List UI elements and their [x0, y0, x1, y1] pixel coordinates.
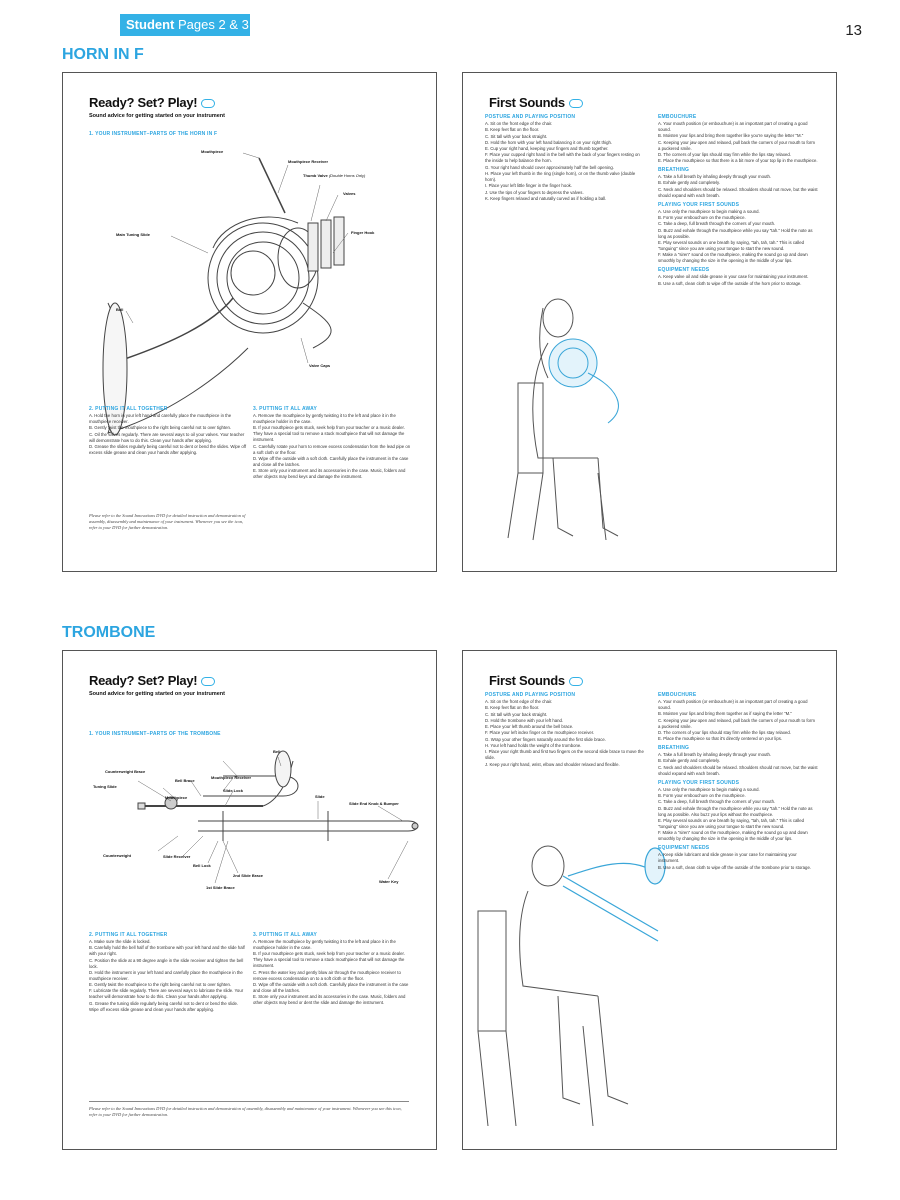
label-mouthpiece: Mouthpiece [201, 149, 224, 154]
first-sounds-item: B. Form your embouchure on the mouthpiece. [658, 793, 746, 799]
breathing-heading: BREATHING [658, 745, 690, 752]
breathing-item: C. Neck and shoulders should be relaxed. Shoulders should not move, but the waist should expand with each breath. [658, 186, 818, 198]
label-bell: Bell [116, 307, 124, 312]
page-number: 13 [845, 22, 862, 39]
label-valve-caps: Valve Caps [309, 363, 331, 368]
first-sounds-heading: PLAYING YOUR FIRST SOUNDS [658, 779, 740, 786]
embouchure-item: B. Moisten your lips and bring them together as if saying the letter "M." [658, 711, 792, 717]
together-item: C. Position the slide at a 90 degree angle in the slide receiver and tighten the bell lock. [89, 957, 244, 969]
trombone-ready-card [62, 650, 437, 1150]
embouchure-column [658, 689, 818, 871]
together-item: B. Gently twist the mouthpiece to the right being careful not to over tighten. [89, 425, 232, 431]
first-sounds-item: D. Buzz and exhale through the mouthpiece while you say "tah." Hold the note as long as possible. [658, 227, 813, 239]
posture-item: C. Sit tall with your back straight. [485, 711, 548, 717]
embouchure-item: A. Your mouth position (or embouchure) is an important part of creating a good sound. [658, 699, 808, 710]
first-sounds-item: B. Form your embouchure on the mouthpiece. [658, 215, 746, 221]
together-heading: 2. PUTTING IT ALL TOGETHER [89, 932, 168, 938]
posture-heading: POSTURE AND PLAYING POSITION [485, 114, 576, 120]
tab-bold: Student [126, 17, 175, 32]
posture-item: G. Your right hand should cover approximately half the bell opening. [485, 164, 614, 170]
label-receiver: Mouthpiece Receiver [288, 159, 329, 164]
posture-item: I. Place your right thumb and first two fingers on the second slide brace to move the slide. [485, 749, 644, 761]
divider [89, 1101, 409, 1102]
breathing-item: C. Neck and shoulders should be relaxed. Shoulders should not move, but the waist should expand with each breath. [658, 764, 818, 776]
trombone-first-sounds-card [462, 650, 837, 1150]
first-sounds-item: A. Use only the mouthpiece to begin making a sound. [658, 208, 760, 214]
together-item: D. Hold the instrument in your left hand and carefully place the mouthpiece in the mouthpiece receiver. [89, 969, 243, 981]
dvd-icon [569, 677, 583, 686]
together-heading: 2. PUTTING IT ALL TOGETHER [89, 406, 168, 412]
parts-heading: 1. YOUR INSTRUMENT–PARTS OF THE HORN IN F [89, 131, 218, 137]
away-item: B. If your mouthpiece gets stuck, seek help from your teacher or a music dealer. They have a special tool to remove a stuck mouthpiece that will not damage the instrument. [253, 951, 405, 969]
section-title-trombone: TROMBONE [62, 624, 156, 641]
card-subtitle: Sound advice for getting started on your instrument [89, 113, 225, 119]
posture-item: A. Sit on the front edge of the chair. [485, 699, 553, 704]
first-sounds-item: A. Use only the mouthpiece to begin making a sound. [658, 786, 760, 792]
label-slide: Slide [315, 794, 325, 799]
posture-item: K. Keep fingers relaxed and naturally curved as if holding a ball. [485, 195, 607, 201]
posture-item: C. Sit tall with your back straight. [485, 133, 548, 139]
label-receiver: Mouthpiece Receiver [211, 775, 252, 780]
label-counterweight: Counterweight [103, 853, 131, 858]
posture-item: A. Sit on the front edge of the chair. [485, 121, 553, 126]
breathing-heading: BREATHING [658, 167, 690, 174]
posture-item: H. Your left hand holds the weight of the trombone. [485, 743, 582, 749]
posture-heading: POSTURE AND PLAYING POSITION [485, 692, 576, 698]
away-item: B. If your mouthpiece gets stuck, seek help from your teacher or a music dealer. They have a special tool to remove a stuck mouthpiece that will not damage the instrument. [253, 425, 405, 443]
parts-heading: 1. YOUR INSTRUMENT–PARTS OF THE TROMBONE [89, 731, 221, 737]
label-thumb-valve: Thumb Valve (Double Horns Only) [303, 173, 366, 178]
tab-light: Pages 2 & 3 [178, 17, 249, 32]
away-item: E. Store only your instrument and its accessories in the case. Music, folders and other objects may bend keys and damage the instrument. [253, 468, 406, 480]
horn-player-illustration [478, 288, 658, 558]
label-water-key: Water Key [379, 879, 399, 884]
embouchure-heading: EMBOUCHURE [658, 114, 697, 120]
away-heading: 3. PUTTING IT ALL AWAY [253, 406, 318, 412]
equipment-item: A. Keep valve oil and slide grease in your case for maintaining your instrument. [658, 274, 809, 280]
label-first-brace: 1st Slide Brace [206, 885, 235, 890]
card-subtitle: Sound advice for getting started on your instrument [89, 691, 225, 697]
away-item: A. Remove the mouthpiece by gently twisting it to the left and place it in the mouthpiece holder in the case. [253, 939, 396, 950]
card-title: First Sounds [489, 95, 583, 110]
first-sounds-item: F. Make a "siren" sound on the mouthpiece, making the sound go up and down smoothly by changing the size in the opening in the middle of your lips. [658, 252, 808, 264]
together-item: A. Hold the horn in your left hand and carefully place the mouthpiece in the mouthpiece receiver. [89, 413, 232, 424]
embouchure-column [658, 111, 818, 287]
dvd-note: Please refer to the Sound Innovations DVD for detailed instruction and demonstration of assembly, disassembly and maintenance of your instrument. Whenever you see the icon, refer to your DVD for further demonstration. [89, 513, 246, 530]
label-tuning-slide: Tuning Slide [93, 784, 117, 789]
away-item: D. Wipe off the outside with a soft cloth. Carefully place the instrument in the case and close all the latches. [253, 455, 409, 467]
label-tuning-slide: Main Tuning Slide [116, 232, 150, 237]
away-item: C. Press the water key and gently blow air through the mouthpiece receiver to remove excess condensation on to a soft cloth or the floor. [253, 969, 401, 981]
label-slide-lock: Slide Lock [223, 788, 244, 793]
embouchure-item: D. The corners of your lips should stay firm while the lips stay relaxed. [658, 729, 791, 735]
first-sounds-item: D. Buzz and exhale through the mouthpiece while you say "tah." Hold the note as long as possible. Also buzz your lips without the mouthpiece. [658, 805, 813, 817]
embouchure-item: D. The corners of your lips should stay firm while the lips stay relaxed. [658, 151, 791, 157]
label-bell-brace: Bell Brace [175, 778, 195, 783]
together-item: B. Carefully hold the bell half of the trombone with your left hand and the slide half with your right. [89, 945, 245, 957]
posture-item: H. Place your left thumb in the ring (single horn), or on the thumb valve (double horn). [485, 171, 636, 183]
horn-ready-card [62, 72, 437, 572]
label-slide-receiver: Slide Receiver [163, 854, 191, 859]
away-column [253, 929, 413, 1006]
away-item: D. Wipe off the outside with a soft cloth. Carefully place the instrument in the case and close all the latches. [253, 981, 409, 993]
first-sounds-heading: PLAYING YOUR FIRST SOUNDS [658, 201, 740, 208]
together-item: D. Grease the slides regularly being careful not to dent or bend the slides. Wipe off excess slide grease and clean your hands after applying. [89, 443, 247, 455]
posture-item: G. Wrap your other fingers naturally around the first slide brace. [485, 736, 607, 742]
equipment-heading: EQUIPMENT NEEDS [658, 845, 710, 852]
card-title: First Sounds [489, 673, 583, 688]
posture-item: J. Keep your right hand, wrist, elbow and shoulder relaxed and flexible. [485, 761, 620, 767]
embouchure-item: C. Keeping your jaw open and relaxed, pull back the corners of your mouth to form a puckered smile. [658, 139, 815, 151]
embouchure-item: C. Keeping your jaw open and relaxed, pull back the corners of your mouth to form a puckered smile. [658, 717, 815, 729]
first-sounds-item: F. Make a "siren" sound on the mouthpiece, making the sound go up and down smoothly by changing the size in the opening in the middle of your lips. [658, 830, 808, 842]
together-item: E. Gently twist the mouthpiece to the right being careful not to over tighten. [89, 982, 232, 988]
posture-item: E. Place your left thumb around the bell brace. [485, 724, 574, 730]
away-heading: 3. PUTTING IT ALL AWAY [253, 932, 318, 938]
posture-item: I. Place your left little finger in the finger hook. [485, 183, 572, 189]
first-sounds-item: E. Play several sounds on one breath by saying, "tah, tah, tah." This is called "tonguing" since you are using your tongue to start the new sound. [658, 239, 805, 251]
posture-column [485, 689, 645, 768]
breathing-item: B. Exhale gently and completely. [658, 180, 721, 186]
posture-item: B. Keep feet flat on the floor. [485, 705, 540, 711]
equipment-item: A. Keep slide lubricant and slide grease in your case for maintaining your instrument. [658, 852, 797, 864]
posture-item: D. Hold the trombone with your left hand. [485, 717, 564, 723]
embouchure-heading: EMBOUCHURE [658, 692, 697, 698]
first-sounds-item: C. Take a deep, full breath through the corners of your mouth. [658, 221, 776, 227]
first-sounds-item: E. Play several sounds on one breath by saying, "tah, tah, tah." This is called "tonguing" since you are using your tongue to start the new sound. [658, 817, 805, 829]
together-column [89, 403, 249, 456]
horn-first-sounds-card [462, 72, 837, 572]
posture-item: J. Use the tips of your fingers to depress the valves. [485, 189, 584, 195]
label-second-brace: 2nd Slide Brace [233, 873, 264, 878]
label-counterweight-brace: Counterweight Brace [105, 769, 146, 774]
embouchure-item: A. Your mouth position (or embouchure) is an important part of creating a good sound. [658, 121, 808, 132]
breathing-item: B. Exhale gently and completely. [658, 758, 721, 764]
breathing-item: A. Take a full breath by inhaling deeply through your mouth. [658, 752, 772, 758]
label-valves: Valves [343, 191, 356, 196]
card-title: Ready? Set? Play! [89, 673, 215, 688]
away-item: E. Store only your instrument and its accessories in the case. Music, folders and other objects may bend or dent the slide and damage the instrument. [253, 994, 406, 1006]
label-bell: Bell [273, 749, 281, 754]
together-item: A. Make sure the slide is locked. [89, 939, 151, 944]
dvd-note: Please refer to the Sound Innovations DVD for detailed instruction and demonstration of assembly, disassembly and maintenance of your instrument. Whenever you see this icon, refer to your DVD for further demonstration. [89, 1106, 402, 1117]
away-column [253, 403, 413, 480]
label-bell-lock: Bell Lock [193, 863, 211, 868]
together-column [89, 929, 249, 1013]
label-mouthpiece: Mouthpiece [165, 795, 188, 800]
embouchure-item: E. Place the mouthpiece so that there is a bit more of your top lip in the mouthpiece. [658, 158, 818, 164]
page-tab [120, 14, 250, 36]
posture-column [485, 111, 645, 202]
away-item: A. Remove the mouthpiece by gently twisting it to the left and place it in the mouthpiece holder in the case. [253, 413, 396, 424]
posture-item: D. Hold the horn with your left hand balancing it on your right thigh. [485, 139, 613, 145]
away-item: C. Carefully rotate your horn to remove excess condensation from the lead pipe on a soft cloth or the floor. [253, 443, 411, 455]
equipment-heading: EQUIPMENT NEEDS [658, 267, 710, 274]
breathing-item: A. Take a full breath by inhaling deeply through your mouth. [658, 174, 772, 180]
posture-item: E. Cup your right hand, keeping your fingers and thumb together. [485, 146, 609, 152]
dvd-icon [569, 99, 583, 108]
together-item: C. Oil the valves regularly. There are several ways to oil your valves. Your teacher will demonstrate how to do this. Clean your hands after applying. [89, 431, 245, 443]
embouchure-item: E. Place the mouthpiece so that it's directly centered on your lips. [658, 736, 783, 742]
together-item: F. Lubricate the slide regularly. There are several ways to lubricate the slide. Your teacher will demonstrate how to do this. Clean your hands after applying. [89, 988, 244, 1000]
embouchure-item: B. Moisten your lips and bring them together like you're saying the letter "M." [658, 133, 804, 139]
equipment-item: B. Use a soft, clean cloth to wipe off the outside of the horn prior to storage. [658, 280, 802, 286]
trombone-player-illustration [468, 836, 668, 1136]
section-title-horn: HORN IN F [62, 46, 144, 63]
trombone-illustration [63, 651, 437, 1150]
label-bumper: Slide End Knob & Bumper [349, 801, 399, 806]
label-finger-hook: Finger Hook [351, 230, 375, 235]
horn-illustration [63, 73, 437, 572]
posture-item: B. Keep feet flat on the floor. [485, 127, 540, 133]
together-item: G. Grease the tuning slide regularly being careful not to dent or bend the slide. Wipe off excess slide grease and clean your hands after applying. [89, 1000, 239, 1012]
card-title: Ready? Set? Play! [89, 95, 215, 110]
equipment-item: B. Use a soft, clean cloth to wipe off the outside of the trombone prior to storage. [658, 864, 812, 870]
posture-item: F. Place your cupped right hand in the bell with the back of your fingers resting on the inside to help balance the horn. [485, 152, 640, 164]
posture-item: F. Place your left index finger on the mouthpiece receiver. [485, 730, 595, 736]
first-sounds-item: C. Take a deep, full breath through the corners of your mouth. [658, 799, 776, 805]
